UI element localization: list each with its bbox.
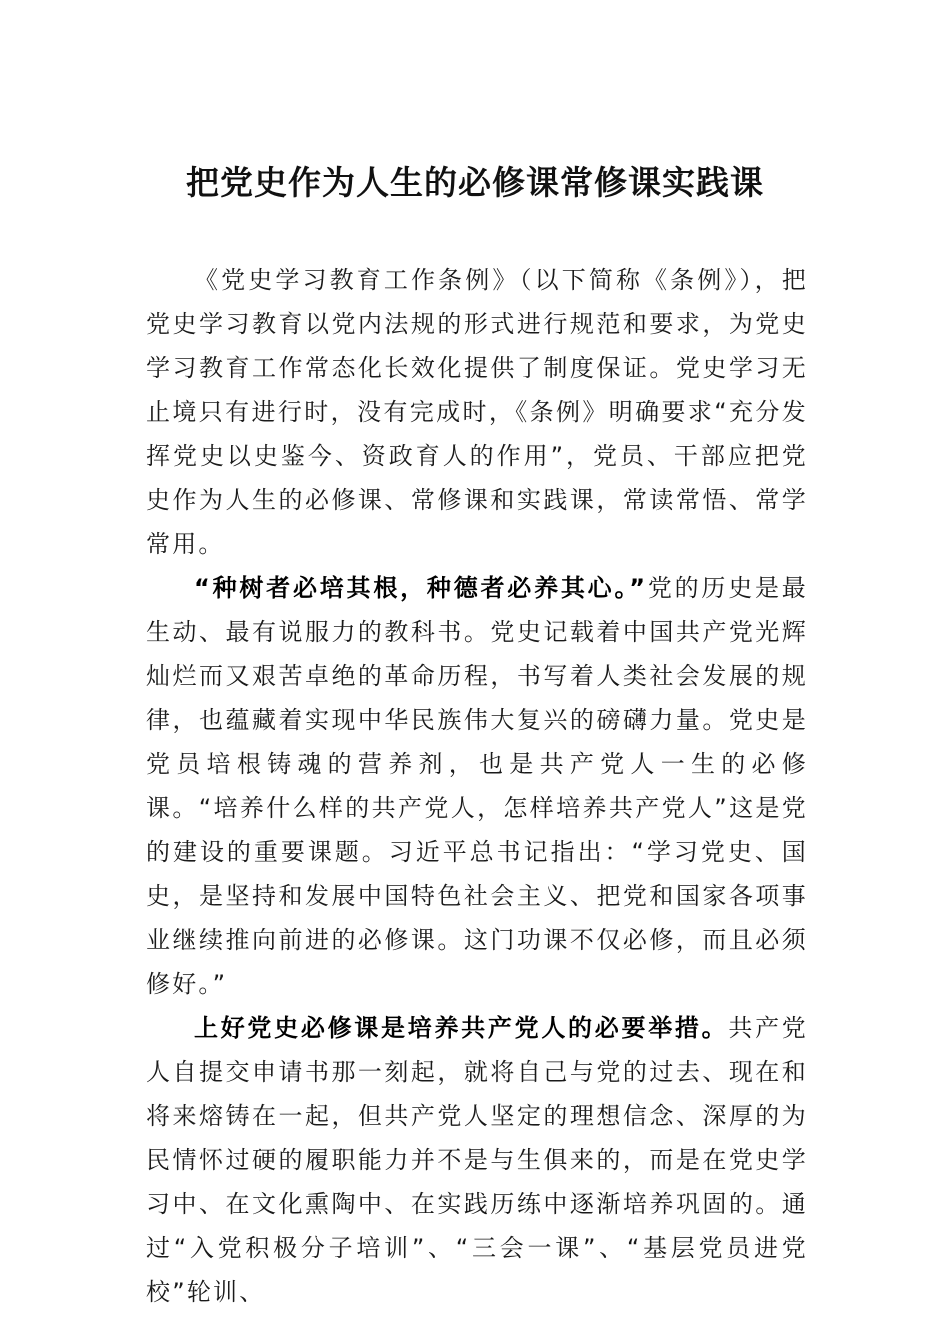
document-title: 把党史作为人生的必修课常修课实践课: [186, 163, 764, 202]
paragraph-3: [146, 1006, 808, 1314]
paragraph-2-text: 党的历史是最生动、最有说服力的教科书。党史记载着中国共产党光辉灿烂而又艰苦卓绝的革命历程，书写着人类社会发展的规律，也蕴藏着实现中华民族伟大复兴的磅礴力量。党史是党员培根铸魂的营养剂，也是共产党人一生的必修课。“培养什么样的共产党人，怎样培养共产党人”这是党的建设的重要课题。习近平总书记指出：“学习党史、国史，是坚持和发展中国特色社会主义、把党和国家各项事业继续推向前进的必修课。这门功课不仅必修，而且必须修好。”: [146, 574, 808, 998]
paragraph-2: [146, 566, 808, 1006]
paragraph-1-text: 《党史学习教育工作条例》（以下简称《条例》），把党史学习教育以党内法规的形式进行规范和要求，为党史学习教育工作常态化长效化提供了制度保证。党史学习无止境只有进行时，没有完成时，《条例》明确要求“充分发挥党史以史鉴今、资政育人的作用”，党员、干部应把党史作为人生的必修课、常修课和实践课，常读常悟、常学常用。: [146, 266, 808, 558]
paragraph-3-text: 共产党人自提交申请书那一刻起，就将自己与党的过去、现在和将来熔铸在一起，但共产党人坚定的理想信念、深厚的为民情怀过硬的履职能力并不是与生俱来的，而是在党史学习中、在文化熏陶中、在实践历练中逐渐培养巩固的。通过“入党积极分子培训”、“三会一课”、“基层党员进党校”轮训、: [146, 1014, 808, 1306]
paragraph-2-lead: “种树者必培其根，种德者必养其心。”: [194, 574, 648, 602]
document-body: [146, 258, 808, 1314]
paragraph-3-lead: 上好党史必修课是培养共产党人的必要举措。: [194, 1014, 729, 1042]
paragraph-1: [146, 258, 808, 566]
